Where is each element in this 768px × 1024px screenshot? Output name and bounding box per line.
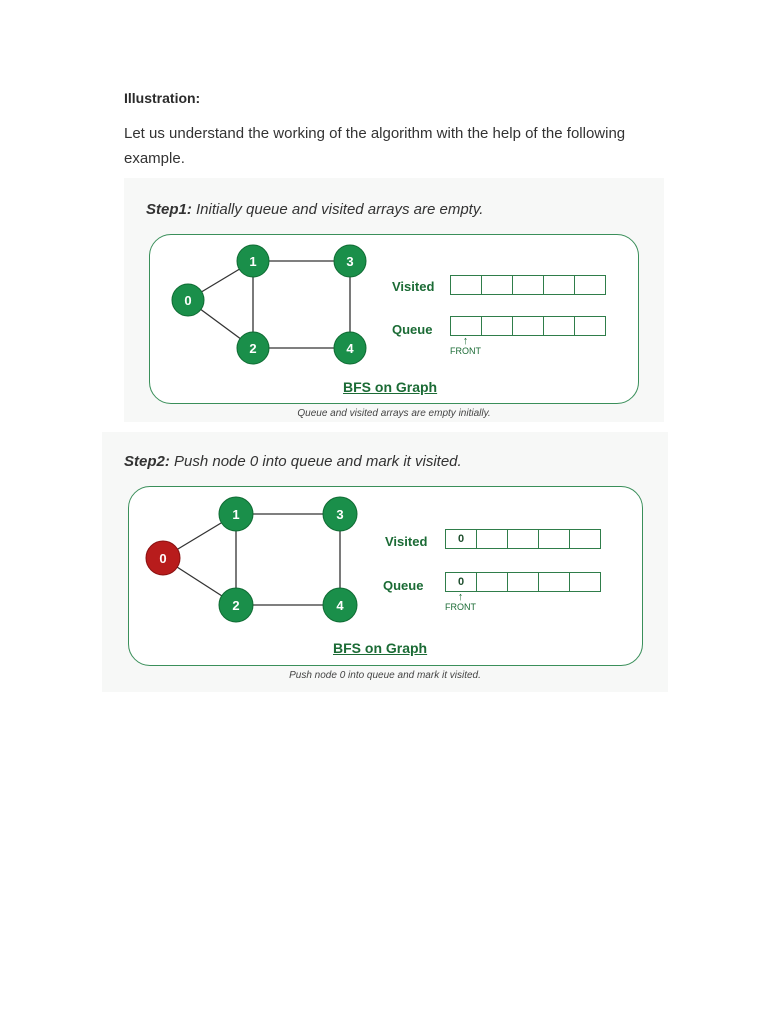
up-arrow-icon: ↑ [462,335,469,347]
array-cell [543,275,575,295]
figure-caption: Queue and visited arrays are empty initially. [297,408,491,419]
array-cell [481,275,513,295]
node-label: 3 [336,507,344,522]
array-cell [450,316,482,336]
graph-node-0 [172,284,204,316]
graph-node-4 [334,332,366,364]
front-label: FRONT [445,602,476,612]
array-cell [476,529,508,549]
array-cell [574,316,606,336]
intro-paragraph: Let us understand the working of the algorithm with the help of the following example. [124,125,626,167]
figure-step-2 [102,432,668,692]
section-heading: Illustration: [124,90,201,106]
array-cell [574,275,606,295]
graph-node-3 [334,245,366,277]
visited-label: Visited [385,534,428,549]
array-cell [569,572,601,592]
array-cell [569,529,601,549]
step-text: Push node 0 into queue and mark it visited. [174,453,462,470]
queue-array [450,316,606,336]
array-cell [512,275,544,295]
graph-node-1 [219,497,253,531]
queue-array [445,572,601,592]
step-label: Step2: [124,453,170,470]
array-cell [538,529,570,549]
node-label: 1 [249,254,257,269]
graph-node-0 [146,541,180,575]
array-cell [476,572,508,592]
array-cell: 0 [445,529,477,549]
node-label: 4 [336,598,344,613]
graph-node-1 [237,245,269,277]
node-label: 1 [232,507,240,522]
queue-label: Queue [383,578,424,593]
visited-label: Visited [392,279,435,294]
figure-step-1 [124,178,664,422]
graph-title: BFS on Graph [333,640,428,656]
graph-panel [149,234,639,404]
array-cell [538,572,570,592]
front-label: FRONT [450,346,481,356]
up-arrow-icon: ↑ [457,591,464,603]
array-cell: 0 [445,572,477,592]
front-pointer [450,337,481,356]
node-label: 2 [249,341,257,356]
node-label: 2 [232,598,240,613]
array-cell [543,316,575,336]
edges [188,261,350,348]
node-label: 3 [346,254,354,269]
step-text: Initially queue and visited arrays are empty. [196,201,484,218]
step-title [124,453,462,470]
figure-caption: Push node 0 into queue and mark it visited. [289,670,481,681]
graph-title: BFS on Graph [343,379,438,395]
node-label: 0 [159,551,167,566]
graph-node-3 [323,497,357,531]
graph-node-2 [237,332,269,364]
edges [163,514,340,605]
array-cell [507,529,539,549]
graph-node-4 [323,588,357,622]
graph-node-2 [219,588,253,622]
step-label: Step1: [146,201,192,218]
node-label: 0 [184,293,192,308]
visited-array [450,275,606,295]
array-cell [512,316,544,336]
array-cell [507,572,539,592]
visited-array [445,529,601,549]
array-cell [481,316,513,336]
queue-label: Queue [392,322,433,337]
node-label: 4 [346,341,354,356]
graph-panel [128,486,643,666]
array-cell [450,275,482,295]
step-title [146,201,483,218]
front-pointer [445,593,476,612]
